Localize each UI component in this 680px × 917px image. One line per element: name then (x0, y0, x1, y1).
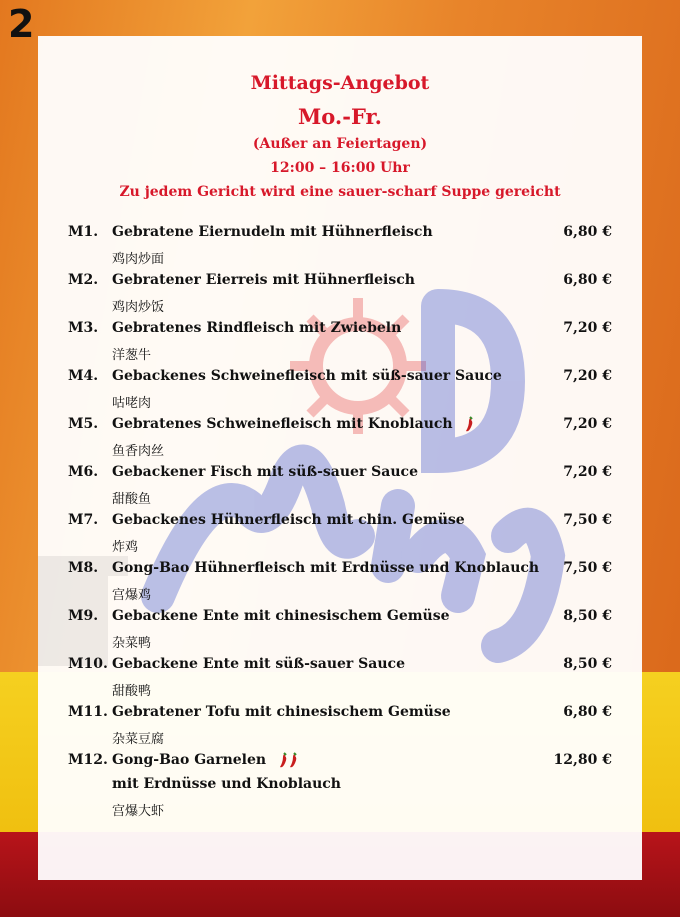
item-chinese-name: 鸡肉炒饭 (112, 300, 165, 315)
item-code: M9. (68, 608, 99, 624)
item-name-row (112, 416, 475, 432)
item-price: 12,80 € (553, 752, 612, 768)
item-chinese-name: 甜酸鸭 (112, 684, 152, 699)
double-chili-pepper-icon (277, 752, 299, 768)
item-chinese-name: 宫爆大虾 (112, 804, 165, 819)
menu-title: Mittags-Angebot (250, 72, 430, 94)
item-chinese-name: 杂菜鸭 (112, 636, 152, 651)
item-chinese-name: 炸鸡 (112, 540, 139, 555)
item-code: M12. (68, 752, 108, 768)
item-price: 7,20 € (563, 416, 612, 432)
page-number: 2 (8, 2, 35, 46)
item-price: 7,20 € (563, 464, 612, 480)
item-chinese-name: 杂菜豆腐 (112, 732, 165, 747)
item-chinese-name: 鱼香肉丝 (112, 444, 165, 459)
item-name: Gebackene Ente mit chinesischem Gemüse (112, 608, 450, 624)
item-price: 7,20 € (563, 368, 612, 384)
menu-exception-note: (Außer an Feiertagen) (252, 136, 428, 152)
item-price: 7,20 € (563, 320, 612, 336)
item-name: Gong-Bao Hühnerfleisch mit Erdnüsse und Knoblauch (112, 560, 540, 576)
item-code: M8. (68, 560, 99, 576)
item-name-row (112, 752, 299, 768)
item-chinese-name: 甜酸鱼 (112, 492, 152, 507)
item-chinese-name: 鸡肉炒面 (112, 252, 165, 267)
item-name: Gebratene Eiernudeln mit Hühnerfleisch (112, 224, 433, 240)
item-name-line2: mit Erdnüsse und Knoblauch (112, 776, 341, 792)
item-chinese-name: 洋葱牛 (112, 348, 152, 363)
item-price: 7,50 € (563, 560, 612, 576)
item-code: M2. (68, 272, 99, 288)
menu-days: Mo.-Fr. (298, 104, 382, 129)
item-name: Gebackenes Schweinefleisch mit süß-sauer Sauce (112, 368, 502, 384)
item-code: M11. (68, 704, 108, 720)
item-code: M10. (68, 656, 108, 672)
item-chinese-name: 宫爆鸡 (112, 588, 152, 603)
item-chinese-name: 咕咾肉 (112, 396, 152, 411)
item-code: M7. (68, 512, 99, 528)
item-code: M5. (68, 416, 99, 432)
item-name: Gebackenes Hühnerfleisch mit chin. Gemüse (112, 512, 465, 528)
item-price: 8,50 € (563, 656, 612, 672)
item-price: 7,50 € (563, 512, 612, 528)
item-price: 6,80 € (563, 224, 612, 240)
item-price: 6,80 € (563, 272, 612, 288)
item-name: Gebackener Fisch mit süß-sauer Sauce (112, 464, 418, 480)
menu-soup-note: Zu jedem Gericht wird eine sauer-scharf Suppe gereicht (119, 184, 561, 200)
item-code: M6. (68, 464, 99, 480)
item-code: M3. (68, 320, 99, 336)
menu-time: 12:00 – 16:00 Uhr (270, 160, 410, 176)
item-name: Gebackene Ente mit süß-sauer Sauce (112, 656, 405, 672)
item-name: Gong-Bao Garnelen (112, 752, 267, 768)
item-price: 8,50 € (563, 608, 612, 624)
item-name: Gebratener Eierreis mit Hühnerfleisch (112, 272, 415, 288)
item-name: Gebratener Tofu mit chinesischem Gemüse (112, 704, 451, 720)
item-name: Gebratenes Rindfleisch mit Zwiebeln (112, 320, 402, 336)
item-name: Gebratenes Schweinefleisch mit Knoblauch (112, 416, 453, 432)
chili-pepper-icon (463, 416, 475, 432)
item-price: 6,80 € (563, 704, 612, 720)
item-code: M4. (68, 368, 99, 384)
item-code: M1. (68, 224, 99, 240)
